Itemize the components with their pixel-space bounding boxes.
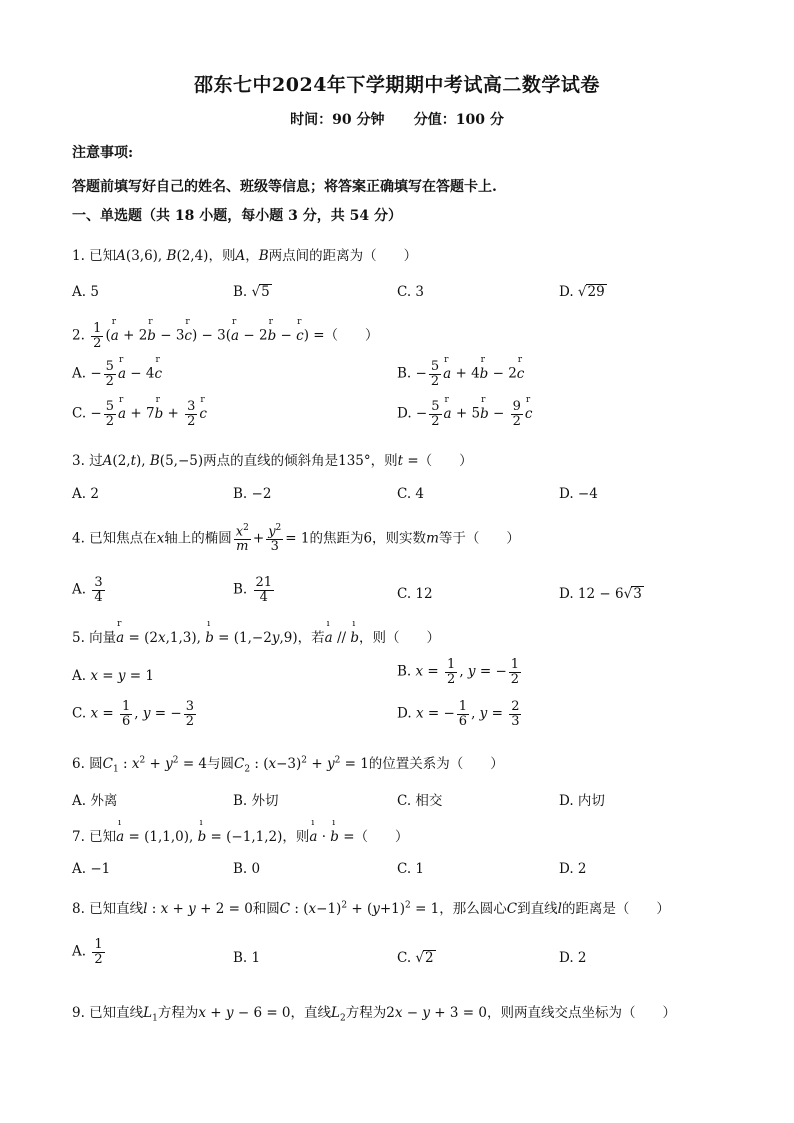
option-d[interactable]: D. 12 − 6√3 — [559, 586, 642, 602]
question-5: 5. 向量r a = (2x,1,3), ı b = (1,−2y,9)，若ı a // ı b，则（ ） — [72, 626, 440, 646]
option-b[interactable]: B. x = $\frac{1}{2}$ , y = − $\frac{1}{2}$ — [397, 657, 520, 687]
option-d[interactable]: D. − $\frac{5}{2}$ r a + 5r b − $\frac{9}{2}$ r c — [397, 400, 532, 428]
section-heading: 一、单选题（共 18 小题，每小题 3 分，共 54 分） — [72, 208, 402, 224]
option-c[interactable]: C. − $\frac{5}{2}$ r a + 7r b + $\frac{3}{2}$ r c — [72, 400, 207, 428]
question-7: 7. 已知ı a = (1,1,0), ı b = (−1,1,2)，则ı a · ı b =（ ） — [72, 825, 409, 845]
option-d[interactable]: D. 2 — [559, 950, 587, 966]
option-b[interactable]: B. $\frac{21}{4}$ — [233, 575, 273, 605]
option-a[interactable]: A. 5 — [72, 284, 99, 300]
question-6: 6. 圆$C_1$ : $x^2 + y^2 = 4$与圆$C_2$ : $(x-3)^2 + y^2 = 1$的位置关系为（ ） — [72, 755, 504, 775]
option-c[interactable]: C. 4 — [397, 486, 425, 502]
exam-info: 时间：90 分钟 分值：100 分 — [290, 112, 504, 128]
option-a[interactable]: A. $\frac{1}{2}$ — [72, 937, 103, 967]
option-d[interactable]: D. −4 — [559, 486, 598, 502]
page-title: 邵东七中2024年下学期期中考试高二数学试卷 — [194, 74, 600, 96]
notice-label: 注意事项: — [72, 145, 134, 161]
option-a[interactable]: A. x = y = 1 — [72, 668, 154, 684]
option-c[interactable]: C. √2 — [397, 950, 434, 966]
option-b[interactable]: B. 0 — [233, 861, 261, 877]
question-1: 1. 已知A(3,6), B(2,4)，则A，B两点间的距离为（ ） — [72, 248, 418, 264]
question-2: 2. $\frac{1}{2}$ (r a + 2r b − 3r c) − 3(r a − 2r b − r c) =（ ） — [72, 322, 379, 350]
option-a[interactable]: A. $\frac{3}{4}$ — [72, 575, 103, 605]
option-a[interactable]: A. − $\frac{5}{2}$ r a − 4r c — [72, 360, 162, 388]
option-b[interactable]: B. 外切 — [233, 793, 279, 809]
question-3: 3. 过A(2,t), B(5,−5)两点的直线的倾斜角是135°，则t =（ ） — [72, 453, 473, 469]
option-a[interactable]: A. −1 — [72, 861, 111, 877]
option-b[interactable]: B. 1 — [233, 950, 261, 966]
option-d[interactable]: D. √29 — [559, 284, 605, 300]
option-c[interactable]: C. 3 — [397, 284, 425, 300]
question-4: 4. 已知焦点在x轴上的椭圆 $\frac{x^2}{m}$ + $\frac{y^2}{3}$ = 1的焦距为6，则实数m等于（ ） — [72, 523, 520, 554]
option-b[interactable]: B. √5 — [233, 284, 270, 300]
option-b[interactable]: B. −2 — [233, 486, 272, 502]
option-c[interactable]: C. 相交 — [397, 793, 443, 809]
option-a[interactable]: A. 外离 — [72, 793, 118, 809]
option-c[interactable]: C. 1 — [397, 861, 425, 877]
option-d[interactable]: D. 2 — [559, 861, 587, 877]
option-b[interactable]: B. − $\frac{5}{2}$ r a + 4r b − 2r c — [397, 360, 524, 388]
option-c[interactable]: C. 12 — [397, 586, 433, 602]
option-d[interactable]: D. x = − $\frac{1}{6}$ , y = $\frac{2}{3}$ — [397, 699, 520, 729]
question-8: 8. 已知直线l : x + y + 2 = 0和圆C : $(x-1)^2 + (y+1)^2 = 1$，那么圆心C到直线l的距离是（ ） — [72, 900, 670, 917]
question-9: 9. 已知直线$L_1$方程为x + y − 6 = 0，直线$L_2$方程为2x − y + 3 = 0，则两直线交点坐标为（ ） — [72, 1005, 676, 1024]
notice-text: 答题前填写好自己的姓名、班级等信息；将答案正确填写在答题卡上. — [72, 179, 497, 195]
option-c[interactable]: C. x = $\frac{1}{6}$ , y = − $\frac{3}{2}$ — [72, 699, 194, 729]
option-a[interactable]: A. 2 — [72, 486, 99, 502]
option-d[interactable]: D. 内切 — [559, 793, 605, 809]
